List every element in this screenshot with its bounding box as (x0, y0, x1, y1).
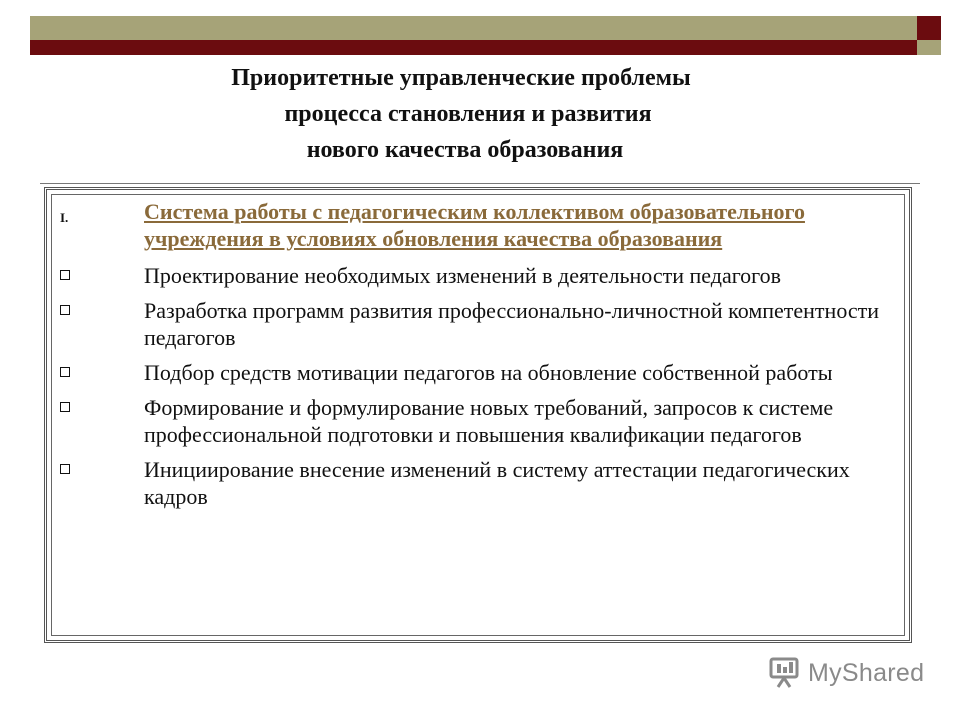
list-item (60, 394, 900, 448)
content-list (60, 198, 900, 510)
heading-text: Система работы с педагогическим коллективом образовательного учреждения в условиях обновления качества образования (144, 199, 805, 251)
title-line-2: процесса становления и развития (284, 101, 652, 127)
list-item (60, 297, 900, 351)
list-item (60, 262, 900, 289)
watermark-text: MyShared (808, 659, 925, 687)
square-bullet-icon (60, 270, 70, 280)
corner-square-maroon (917, 16, 941, 40)
square-bullet-icon (60, 402, 70, 412)
presentation-icon (768, 656, 804, 690)
roman-numeral-marker: I. (60, 210, 69, 225)
list-item-text: Инициирование внесение изменений в систему аттестации педагогических кадров (144, 457, 850, 509)
header-band-maroon (30, 40, 917, 55)
header-band-olive (30, 16, 917, 40)
list-item (60, 359, 900, 386)
list-item-text: Формирование и формулирование новых требований, запросов к системе профессиональной подготовки и повышения квалификации педагогов (144, 395, 834, 447)
list-item-text: Подбор средств мотивации педагогов на обновление собственной работы (144, 360, 833, 385)
watermark (768, 656, 938, 692)
title-line-1: Приоритетные управленческие проблемы (231, 65, 691, 91)
list-item (60, 456, 900, 510)
corner-square-olive (917, 40, 941, 55)
list-item-text: Разработка программ развития профессионально-личностной компетентности педагогов (144, 298, 880, 350)
square-bullet-icon (60, 464, 70, 474)
square-bullet-icon (60, 367, 70, 377)
square-bullet-icon (60, 305, 70, 315)
slide-title (0, 60, 960, 168)
list-heading (60, 198, 900, 252)
list-item-text: Проектирование необходимых изменений в деятельности педагогов (144, 263, 782, 288)
title-line-3: нового качества образования (306, 137, 624, 163)
divider-line (40, 183, 920, 184)
